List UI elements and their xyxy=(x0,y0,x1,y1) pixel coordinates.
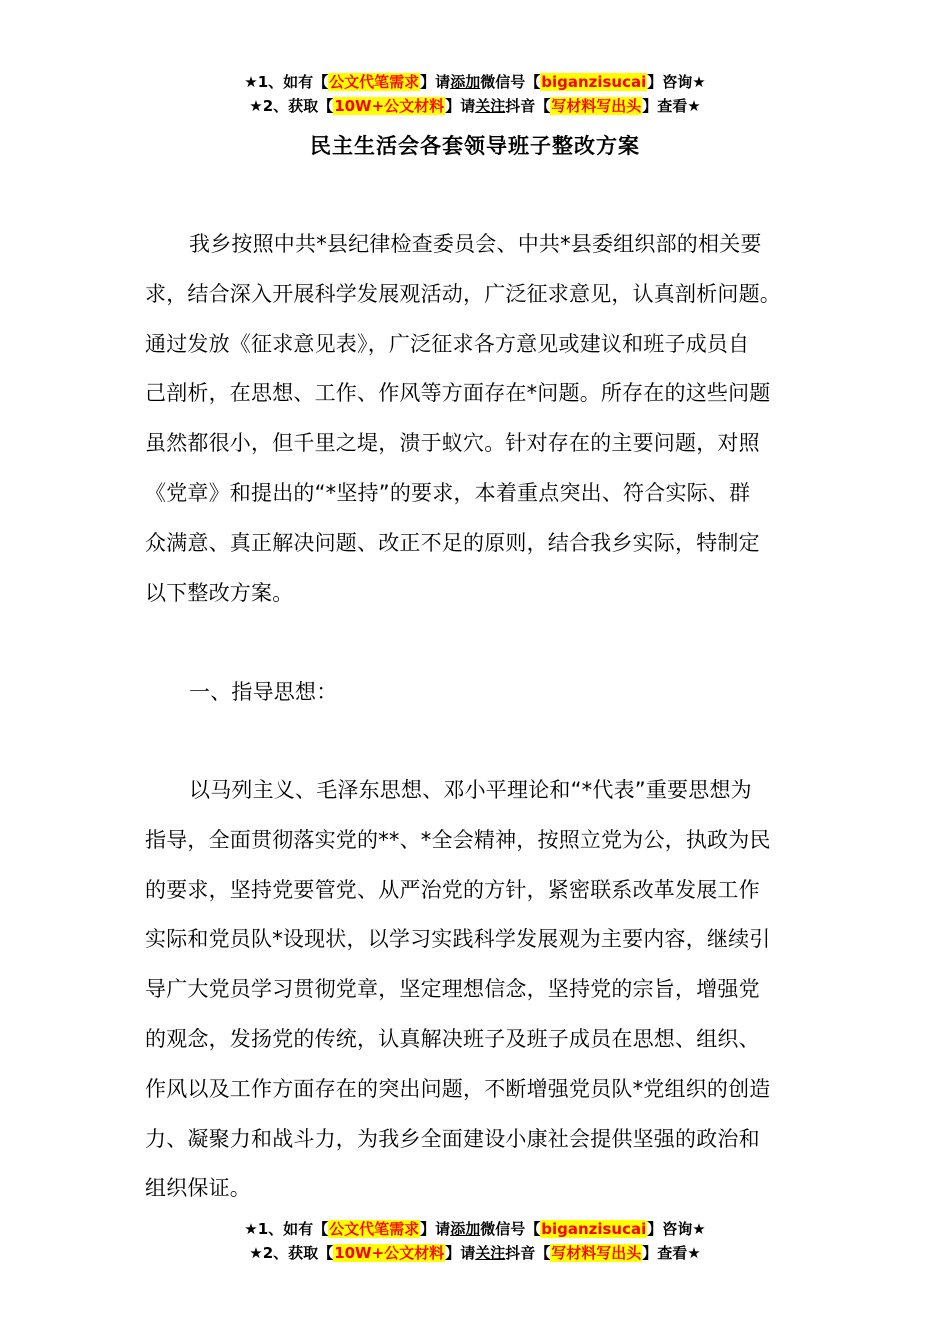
text-line: 力、凝聚力和战斗力，为我乡全面建设小康社会提供坚强的政治和 xyxy=(145,1126,760,1151)
text-line: 的观念，发扬党的传统，认真解决班子及班子成员在思想、组织、 xyxy=(145,1026,760,1051)
promo-text: 微信号【 xyxy=(480,1220,541,1238)
promo-text: ★2、获取【 xyxy=(249,97,334,115)
promo-text: 】咨询★ xyxy=(647,73,706,91)
text-line: 求，结合深入开展科学发展观活动，广泛征求意见，认真剖析问题。 xyxy=(145,281,781,306)
promo-underlined: 添加 xyxy=(450,1220,481,1238)
promo-text: 】请 xyxy=(445,97,476,115)
paragraph-guiding-thought xyxy=(145,766,810,1214)
text-line: 的要求，坚持党要管党、从严治党的方针，紧密联系改革发展工作 xyxy=(145,877,760,902)
text-line: 组织保证。 xyxy=(145,1176,251,1201)
promo-text: 微信号【 xyxy=(480,73,541,91)
promo-line-1 xyxy=(0,70,950,94)
text-line: 通过发放《征求意见表》，广泛征求各方意见或建议和班子成员自 xyxy=(145,331,750,356)
promo-line-2 xyxy=(0,94,950,118)
promo-highlight: 写材料写出头 xyxy=(551,1244,642,1262)
promo-text: 】咨询★ xyxy=(647,1220,706,1238)
promo-underlined: 关注 xyxy=(475,97,506,115)
promo-text: 】查看★ xyxy=(642,1244,701,1262)
text-line: 导广大党员学习贯彻党章，坚定理想信念，坚持党的宗旨，增强党 xyxy=(145,977,760,1002)
footer-promo-banner xyxy=(0,1217,950,1265)
promo-highlight: biganzisucai xyxy=(541,1220,647,1238)
text-line: 己剖析，在思想、工作、作风等方面存在*问题。所存在的这些问题 xyxy=(145,381,771,406)
promo-text: 抖音【 xyxy=(505,1244,551,1262)
promo-text: ★1、如有【 xyxy=(244,73,329,91)
promo-highlight: biganzisucai xyxy=(541,73,647,91)
section-heading-guiding-thought: 一、指导思想： xyxy=(189,680,338,704)
promo-text: 】请 xyxy=(420,1220,451,1238)
document-title: 民主生活会各套领导班子整改方案 xyxy=(310,134,640,158)
text-line: 作风以及工作方面存在的突出问题，不断增强党员队*党组织的创造 xyxy=(145,1076,771,1101)
promo-text: 】请 xyxy=(445,1244,476,1262)
promo-line-1 xyxy=(0,1217,950,1241)
promo-text: 抖音【 xyxy=(505,97,551,115)
promo-text: 】请 xyxy=(420,73,451,91)
promo-text: ★1、如有【 xyxy=(244,1220,329,1238)
promo-text: 】查看★ xyxy=(642,97,701,115)
promo-highlight: 公文代笔需求 xyxy=(329,73,420,91)
text-line: 以下整改方案。 xyxy=(145,580,294,605)
text-line: 众满意、真正解决问题、改正不足的原则，结合我乡实际，特制定 xyxy=(145,530,760,555)
text-line: 指导，全面贯彻落实党的**、*全会精神，按照立党为公，执政为民 xyxy=(145,827,771,852)
text-line: 我乡按照中共*县纪律检查委员会、中共*县委组织部的相关要 xyxy=(189,232,762,256)
text-line: 虽然都很小，但千里之堤，溃于蚁穴。针对存在的主要问题，对照 xyxy=(145,431,760,456)
promo-underlined: 添加 xyxy=(450,73,481,91)
promo-underlined: 关注 xyxy=(475,1244,506,1262)
promo-highlight: 写材料写出头 xyxy=(551,97,642,115)
text-line: 《党章》和提出的“*坚持”的要求，本着重点突出、符合实际、群 xyxy=(145,480,751,505)
promo-line-2 xyxy=(0,1241,950,1265)
paragraph-intro xyxy=(145,220,810,618)
text-line: 实际和党员队*设现状，以学习实践科学发展观为主要内容，继续引 xyxy=(145,927,771,952)
promo-highlight: 10W+公文材料 xyxy=(334,97,445,115)
header-promo-banner xyxy=(0,70,950,118)
text-line: 以马列主义、毛泽东思想、邓小平理论和“*代表”重要思想为 xyxy=(189,778,752,802)
promo-text: ★2、获取【 xyxy=(249,1244,334,1262)
promo-highlight: 10W+公文材料 xyxy=(334,1244,445,1262)
promo-highlight: 公文代笔需求 xyxy=(329,1220,420,1238)
